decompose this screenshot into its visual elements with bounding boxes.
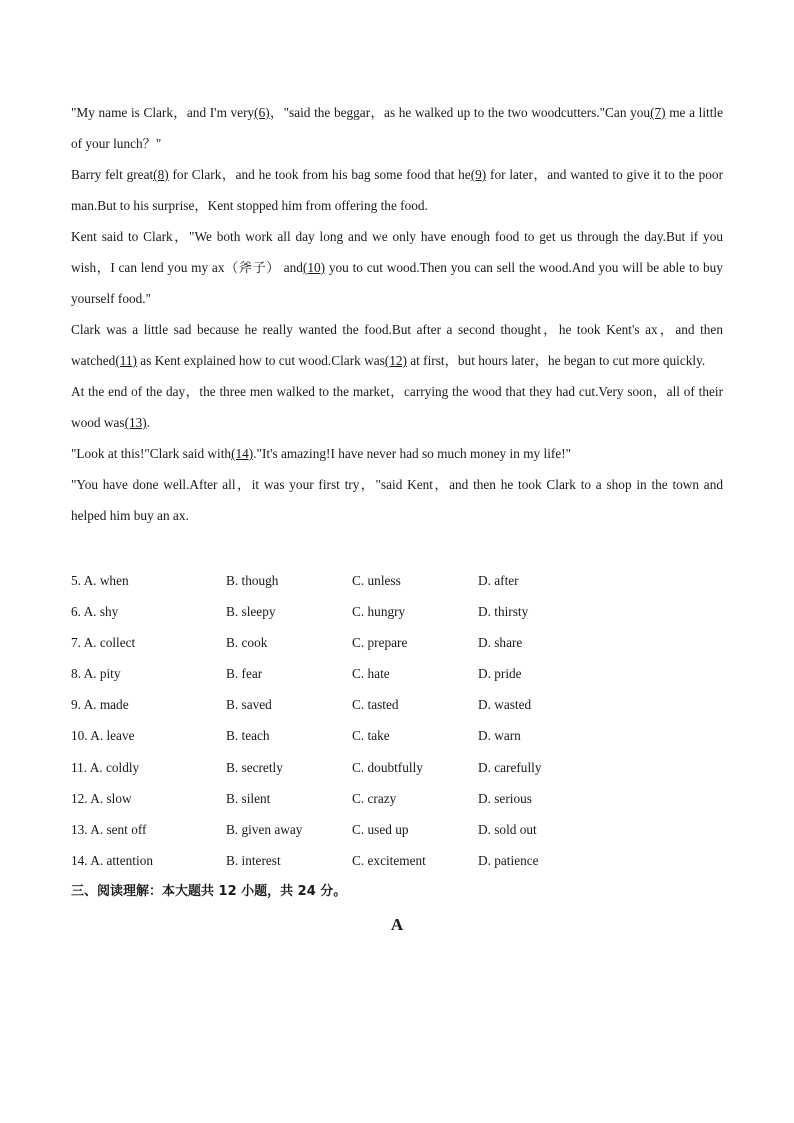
option-c: C. hate bbox=[352, 666, 390, 682]
question-option-row bbox=[71, 565, 723, 596]
option-c: C. hungry bbox=[352, 604, 406, 620]
option-c: C. used up bbox=[352, 821, 409, 837]
passage-text: ."It's amazing!I have never had so much money in my life!" bbox=[253, 446, 572, 461]
passage-text: Clark was a little sad because he really wanted the food.But after a second thought，he took Kent's ax，and then watched bbox=[71, 322, 723, 368]
passage-text: me a little of your lunch？" bbox=[71, 105, 723, 151]
passage-text: "My name is Clark，and I'm very bbox=[71, 105, 255, 120]
question-option-row bbox=[71, 845, 723, 876]
passage-text: for Clark，and he took from his bag some food that he bbox=[168, 167, 471, 182]
passage-text: . bbox=[146, 415, 151, 430]
option-d: D. after bbox=[478, 573, 519, 588]
passage-paragraph bbox=[71, 314, 723, 376]
option-b: B. cook bbox=[226, 635, 268, 651]
option-d: D. warn bbox=[478, 728, 521, 744]
passage-paragraph bbox=[71, 438, 723, 469]
option-c: C. prepare bbox=[352, 635, 408, 651]
option-d: D. pride bbox=[478, 666, 522, 682]
question-option-row bbox=[71, 814, 723, 845]
option-d: D. serious bbox=[478, 790, 532, 806]
blank-number: (8) bbox=[153, 167, 169, 182]
option-a: 9. A. made bbox=[71, 697, 129, 713]
passage-paragraph bbox=[71, 221, 723, 314]
passage-text: At the end of the day，the three men walked to the market，carrying the wood that they had cut.Very soon，all of their wood was bbox=[71, 384, 723, 430]
option-c: C. take bbox=[352, 728, 390, 744]
passage-text: Kent said to Clark，"We both work all day long and we only have enough food to get us through the day.But if you wish，I can lend you my ax（斧子） and bbox=[71, 229, 723, 275]
option-c: C. crazy bbox=[352, 790, 397, 806]
passage-text: you to cut wood.Then you can sell the wood.And you will be able to buy yourself food." bbox=[71, 260, 723, 306]
passage-text: for later，and wanted to give it to the poor man.But to his surprise，Kent stopped him from offering the food. bbox=[71, 167, 723, 213]
option-b: B. given away bbox=[226, 821, 303, 837]
option-d: D. carefully bbox=[478, 759, 542, 775]
passage-paragraph bbox=[71, 159, 723, 221]
passage-paragraph bbox=[71, 376, 723, 438]
blank-number: (11) bbox=[115, 353, 137, 368]
option-a: 11. A. coldly bbox=[71, 759, 140, 775]
option-a: 5. A. when bbox=[71, 573, 129, 588]
passage-paragraph bbox=[71, 469, 723, 531]
option-c: C. doubtfully bbox=[352, 759, 423, 775]
answer-options bbox=[71, 565, 723, 876]
option-d: D. thirsty bbox=[478, 604, 529, 620]
passage-text: at first，but hours later，he began to cut more quickly. bbox=[406, 353, 706, 368]
option-a: 14. A. attention bbox=[71, 852, 153, 868]
question-option-row bbox=[71, 596, 723, 627]
option-d: D. patience bbox=[478, 852, 539, 868]
question-option-row bbox=[71, 783, 723, 814]
option-a: 8. A. pity bbox=[71, 666, 121, 682]
blank-number: (6) bbox=[254, 105, 270, 120]
question-option-row bbox=[71, 752, 723, 783]
question-option-row bbox=[71, 720, 723, 751]
blank-number: (14) bbox=[231, 446, 254, 461]
blank-number: (13) bbox=[124, 415, 147, 430]
option-a: 10. A. leave bbox=[71, 728, 135, 744]
option-d: D. sold out bbox=[478, 821, 537, 837]
blank-number: (12) bbox=[384, 353, 407, 368]
option-a: 13. A. sent off bbox=[71, 821, 147, 837]
blank-number: (10) bbox=[302, 260, 326, 275]
option-b: B. fear bbox=[226, 666, 263, 682]
section-heading: 三、阅读理解：本大题共 12 小题，共 24 分。 bbox=[71, 884, 347, 899]
option-b: B. sleepy bbox=[226, 604, 276, 620]
question-option-row bbox=[71, 689, 723, 720]
option-c: C. tasted bbox=[352, 697, 399, 713]
question-option-row bbox=[71, 658, 723, 689]
option-b: B. though bbox=[226, 573, 279, 588]
option-a: 6. A. shy bbox=[71, 604, 119, 620]
option-d: D. wasted bbox=[478, 697, 532, 713]
cloze-passage bbox=[71, 97, 723, 531]
passage-text: Barry felt great bbox=[71, 167, 154, 182]
blank-number: (7) bbox=[650, 105, 666, 120]
passage-text: ，"said the beggar，as he walked up to the two woodcutters."Can you bbox=[269, 105, 651, 120]
option-b: B. teach bbox=[226, 728, 270, 744]
question-option-row bbox=[71, 627, 723, 658]
option-c: C. unless bbox=[352, 573, 401, 588]
option-a: 12. A. slow bbox=[71, 790, 132, 806]
option-b: B. interest bbox=[226, 852, 281, 868]
blank-number: (9) bbox=[470, 167, 487, 182]
option-b: B. silent bbox=[226, 790, 271, 806]
option-b: B. secretly bbox=[226, 759, 283, 775]
passage-paragraph bbox=[71, 97, 723, 159]
passage-text: "You have done well.After all，it was your first try，"said Kent，and then he took Clark to a shop in the town and helped him buy an ax. bbox=[71, 477, 723, 523]
passage-label: A bbox=[390, 915, 404, 934]
option-c: C. excitement bbox=[352, 852, 426, 868]
option-a: 7. A. collect bbox=[71, 635, 136, 651]
option-b: B. saved bbox=[226, 697, 272, 713]
passage-text: "Look at this!"Clark said with bbox=[71, 446, 232, 461]
option-d: D. share bbox=[478, 635, 523, 651]
passage-text: as Kent explained how to cut wood.Clark was bbox=[136, 353, 385, 368]
